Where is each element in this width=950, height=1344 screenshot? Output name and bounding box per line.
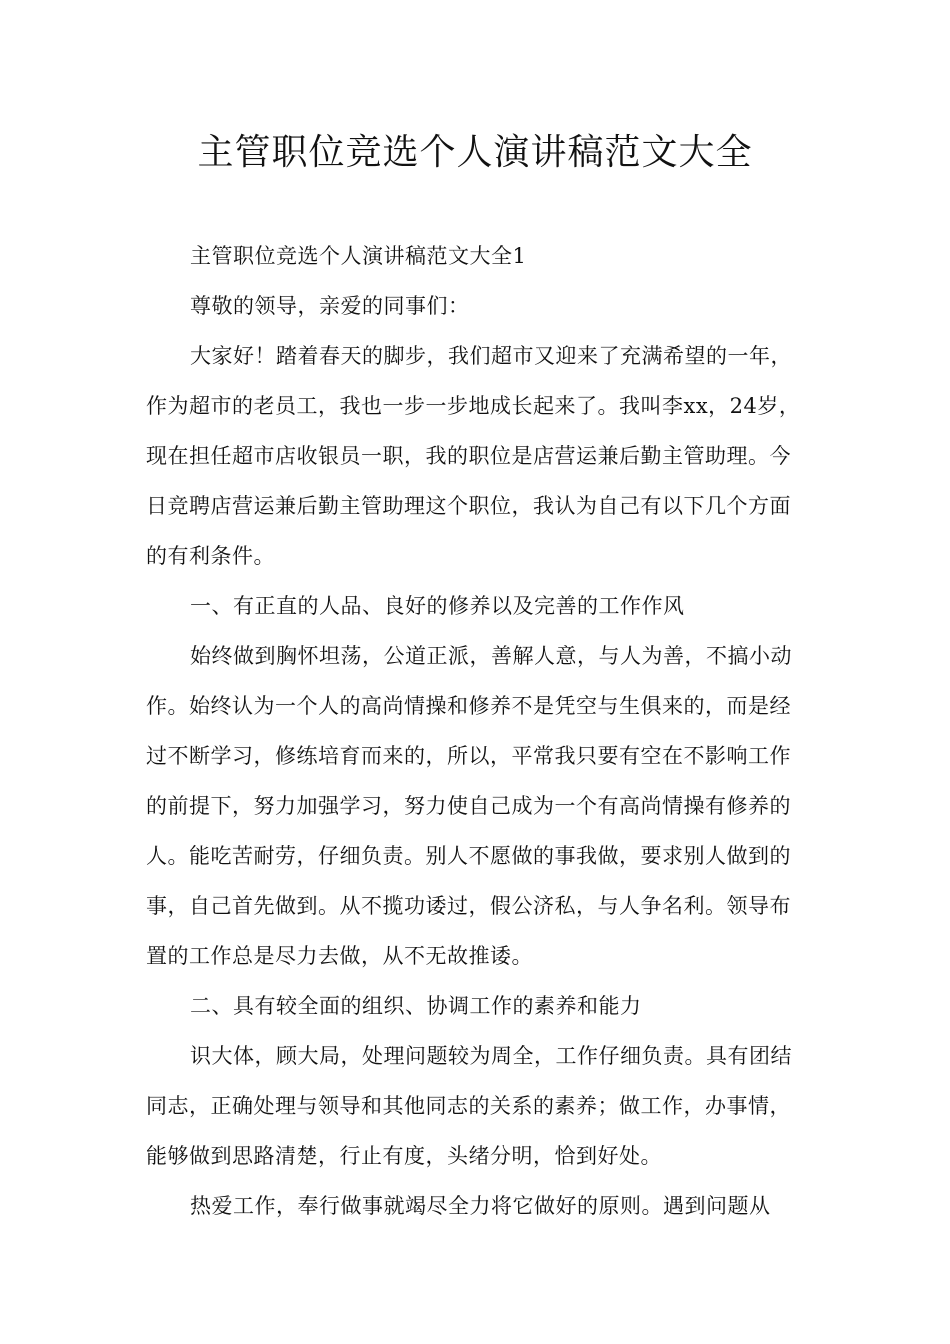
paragraph-intro: 大家好！踏着春天的脚步，我们超市又迎来了充满希望的一年，作为超市的老员工，我也一步一步地成长起来了。我叫李xx，24岁，现在担任超市店收银员一职，我的职位是店营运兼后勤主管助理。今日竞聘店营运兼后勤主管助理这个职位，我认为自己有以下几个方面的有利条件。 <box>146 344 801 568</box>
document-body <box>146 231 810 1231</box>
paragraph-salutation: 尊敬的领导，亲爱的同事们： <box>190 294 470 318</box>
paragraph-section-1: 始终做到胸怀坦荡，公道正派，善解人意，与人为善，不搞小动作。始终认为一个人的高尚情操和修养不是凭空与生俱来的，而是经过不断学习，修练培育而来的，所以，平常我只要有空在不影响工作的前提下，努力加强学习，努力使自己成为一个有高尚情操有修养的人。能吃苦耐劳，仔细负责。别人不愿做的事我做，要求别人做到的事，自己首先做到。从不揽功诿过，假公济私，与人争名利。领导布置的工作总是尽力去做，从不无故推诿。 <box>146 644 792 968</box>
section-heading-1: 一、有正直的人品、良好的修养以及完善的工作作风 <box>190 594 685 618</box>
paragraph-continued: 热爱工作，奉行做事就竭尽全力将它做好的原则。遇到问题从 <box>190 1194 771 1218</box>
paragraph-section-2: 识大体，顾大局，处理问题较为周全，工作仔细负责。具有团结同志，正确处理与领导和其他同志的关系的素养；做工作，办事情，能够做到思路清楚，行止有度，头绪分明，恰到好处。 <box>146 1044 792 1168</box>
document-title: 主管职位竞选个人演讲稿范文大全 <box>197 132 753 173</box>
section-heading-2: 二、具有较全面的组织、协调工作的素养和能力 <box>190 994 642 1018</box>
paragraph-heading: 主管职位竞选个人演讲稿范文大全1 <box>190 244 527 268</box>
